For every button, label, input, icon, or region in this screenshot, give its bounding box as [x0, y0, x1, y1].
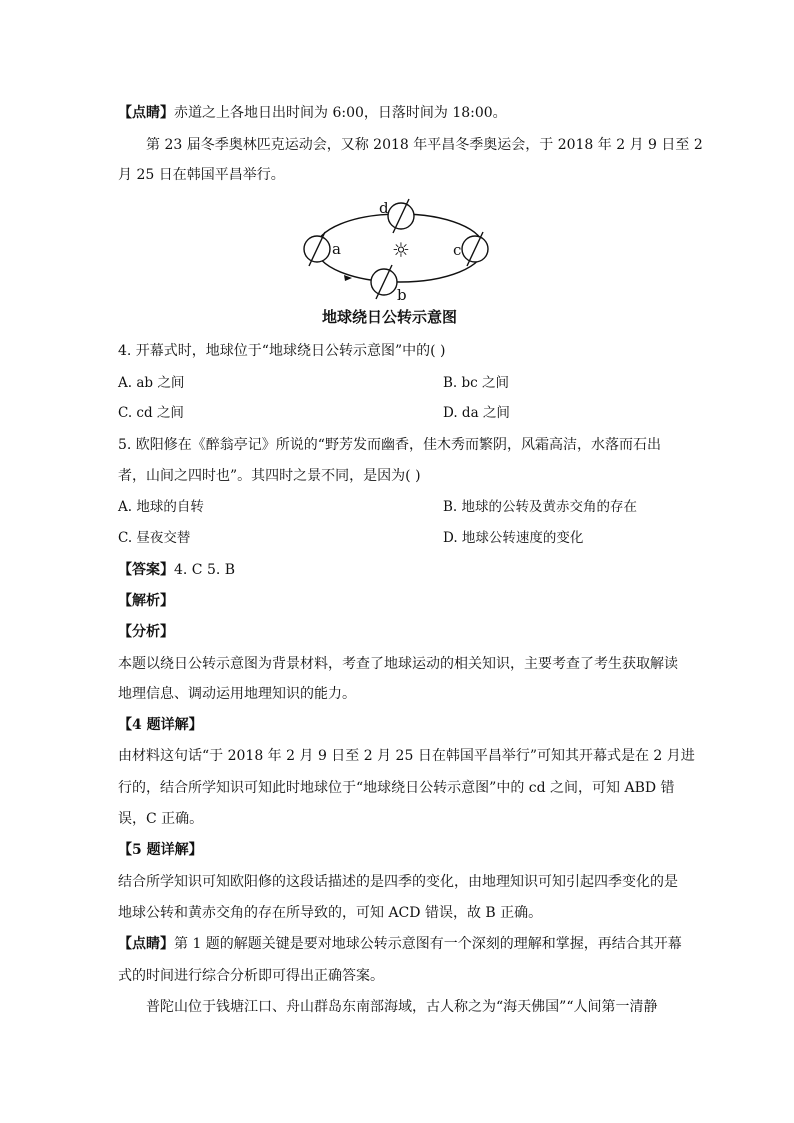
note-text: 赤道之上各地日出时间为 6:00，日落时间为 18:00。	[174, 105, 507, 121]
header-note	[118, 103, 507, 123]
answer-tag: 【答案】	[118, 562, 174, 578]
q5-option-c: C. 昼夜交替	[118, 530, 191, 546]
label-d: d	[379, 199, 389, 217]
label-c: c	[453, 241, 462, 259]
q5-stem-1: 5. 欧阳修在《醉翁亭记》所说的“野芳发而幽香，佳木秀而繁阴，风霜高洁，水落而石出	[118, 437, 661, 453]
dianjing-2-line-2: 式的时间进行综合分析即可得出正确答案。	[118, 968, 384, 984]
analysis-tag: 【解析】	[118, 593, 174, 609]
orbit-diagram	[300, 196, 500, 302]
intro-line-2: 月 25 日在韩国平昌举行。	[118, 167, 285, 183]
detail-5-line-1: 结合所学知识可知欧阳修的这段话描述的是四季的变化，由地理知识可知引起四季变化的是	[118, 874, 678, 890]
q5-option-b: B. 地球的公转及黄赤交角的存在	[443, 499, 638, 515]
earth-a	[304, 232, 330, 266]
earth-c	[462, 232, 488, 266]
fenxi-line-2: 地理信息、调动运用地理知识的能力。	[118, 686, 356, 702]
detail-4-line-3: 误，C 正确。	[118, 811, 204, 827]
detail-4-tag: 【4 题详解】	[118, 717, 203, 733]
q4-option-d: D. da 之间	[443, 405, 510, 421]
q4-option-b: B. bc 之间	[443, 375, 509, 391]
dianjing-2-line-1: 第 1 题的解题关键是要对地球公转示意图有一个深刻的理解和掌握，再结合其开幕	[174, 936, 682, 952]
earth-b	[371, 265, 397, 299]
answer-text: 4. C 5. B	[174, 562, 236, 578]
fenxi-tag: 【分析】	[118, 624, 174, 640]
answer-line	[118, 560, 235, 580]
detail-4-line-2: 行的，结合所学知识可知此时地球位于“地球绕日公转示意图”中的 cd 之间，可知 ABD 错	[118, 780, 675, 796]
earth-d	[388, 199, 414, 233]
dianjing-2-tag: 【点睛】	[118, 936, 174, 952]
label-a: a	[332, 240, 341, 258]
detail-5-tag: 【5 题详解】	[118, 842, 203, 858]
q4-stem: 4. 开幕式时，地球位于“地球绕日公转示意图”中的( )	[118, 343, 446, 359]
detail-5-line-2: 地球公转和黄赤交角的存在所导致的，可知 ACD 错误，故 B 正确。	[118, 905, 543, 921]
q5-option-d: D. 地球公转速度的变化	[443, 530, 584, 546]
fenxi-line-1: 本题以绕日公转示意图为背景材料，考查了地球运动的相关知识，主要考查了考生获取解读	[118, 656, 678, 672]
detail-4-line-1: 由材料这句话“于 2018 年 2 月 9 日至 2 月 25 日在韩国平昌举行”可知其开幕式是在 2 月进	[118, 748, 695, 764]
note-tag: 【点睛】	[118, 105, 174, 121]
diagram-caption: 地球绕日公转示意图	[322, 308, 458, 326]
intro-line-1: 第 23 届冬季奥林匹克运动会，又称 2018 年平昌冬季奥运会，于 2018 年 2 月 9 日至 2	[146, 137, 703, 153]
q4-option-c: C. cd 之间	[118, 405, 184, 421]
q5-stem-2: 者，山间之四时也”。其四时之景不同，是因为( )	[118, 468, 421, 484]
q4-option-a: A. ab 之间	[118, 375, 185, 391]
sun-icon: ☼	[392, 238, 410, 262]
putuo-line-1: 普陀山位于钱塘江口、舟山群岛东南部海域，古人称之为“海天佛国”“人间第一清静	[146, 999, 658, 1015]
dianjing-2	[118, 934, 682, 954]
label-b: b	[397, 286, 407, 302]
q5-option-a: A. 地球的自转	[118, 499, 204, 515]
